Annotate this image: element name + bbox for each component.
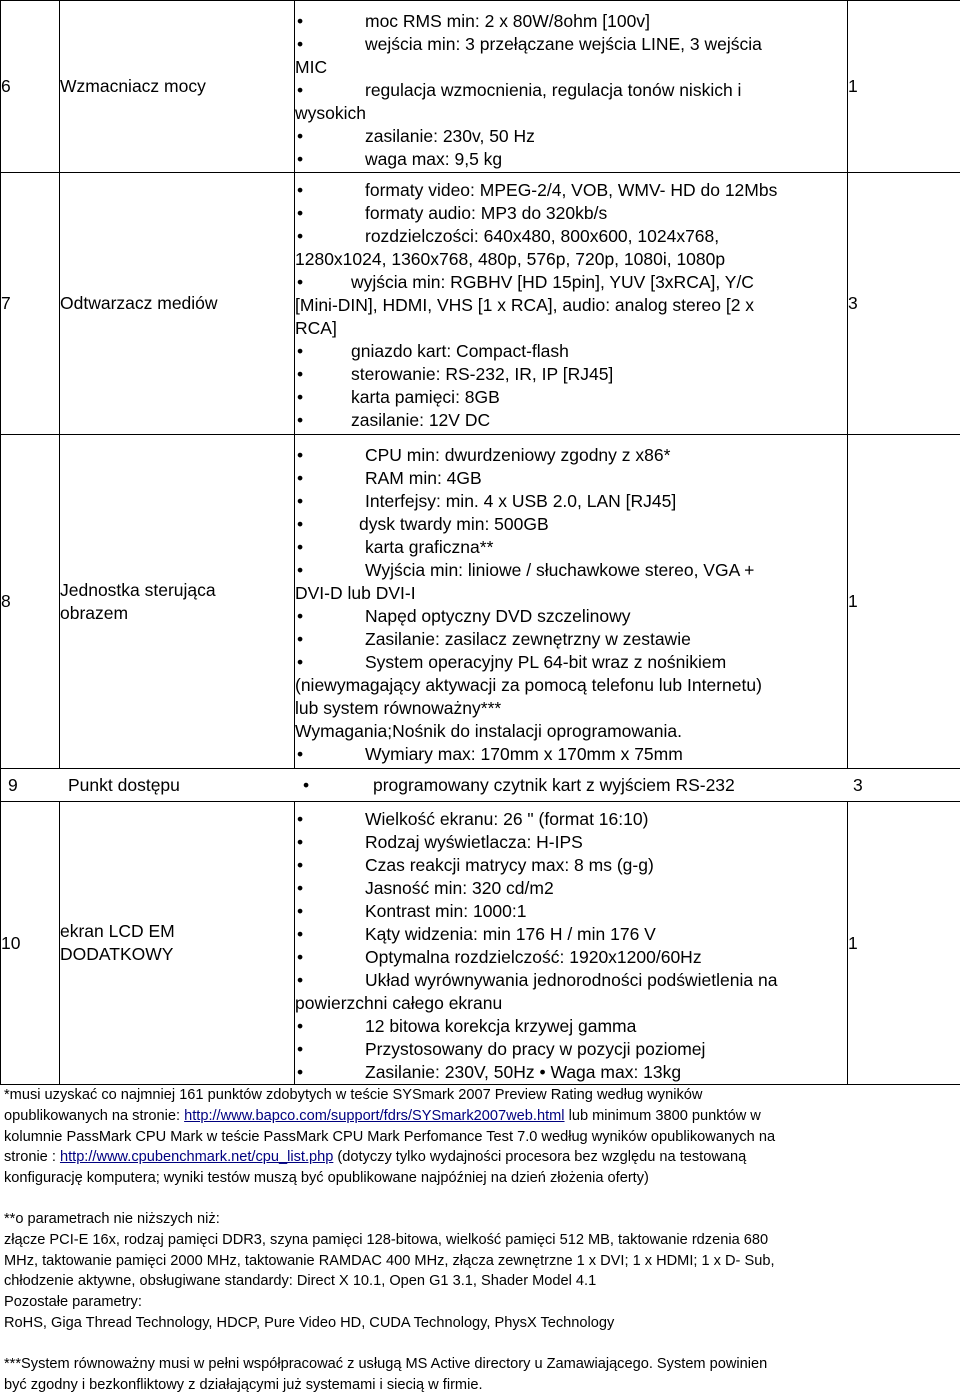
spec-line: • Kontrast min: 1000:1 [295,900,847,923]
spec-line: RCA] [295,317,847,340]
quantity: 3 [848,173,960,435]
spec-line: lub system równoważny*** [295,697,847,720]
spec-line: wysokich [295,102,847,125]
footnote-line: być zgodny i bezkonfliktowy z działającymi już systemami i siecią w firmie. [4,1375,956,1395]
spec-line: • moc RMS min: 2 x 80W/8ohm [100v] [295,10,847,33]
quantity: 3 [853,769,863,801]
footnote-line: RoHS, Giga Thread Technology, HDCP, Pure Video HD, CUDA Technology, PhysX Technology [4,1313,956,1334]
spec-line: • Rodzaj wyświetlacza: H-IPS [295,831,847,854]
spec-line: • Interfejsy: min. 4 x USB 2.0, LAN [RJ45] [295,490,847,513]
spec-line: • Przystosowany do pracy w pozycji poziomej [295,1038,847,1061]
footnote-title: **o parametrach nie niższych niż: [4,1209,956,1230]
spec-line: • formaty video: MPEG-2/4, VOB, WMV- HD do 12Mbs [295,179,847,202]
footnote-text: lub minimum 3800 punktów w [565,1108,761,1124]
item-name-line: ekran LCD EM [60,920,294,943]
spec-line: (niewymagający aktywacji za pomocą telefonu lub Internetu) [295,674,847,697]
footnote-line [4,1147,956,1168]
spec-line: • dysk twardy min: 500GB [295,513,847,536]
spacer [4,1189,956,1209]
spec-line: • RAM min: 4GB [295,467,847,490]
footnote-line: ***System równoważny musi w pełni współpracować z usługą MS Active directory u Zamawiającego. System powinien [4,1354,956,1375]
spec-line: • Wielkość ekranu: 26 " (format 16:10) [295,808,847,831]
spec-line: • CPU min: dwurdzeniowy zgodny z x86* [295,444,847,467]
footnote-line [4,1106,956,1127]
spec-line: • Wyjścia min: liniowe / słuchawkowe stereo, VGA + [295,559,847,582]
spec-line: • karta pamięci: 8GB [295,386,847,409]
spec-line: DVI-D lub DVI-I [295,582,847,605]
spec-line: • Jasność min: 320 cd/m2 [295,877,847,900]
spec-line: powierzchni całego ekranu [295,992,847,1015]
spec-line: • wejścia min: 3 przełączane wejścia LINE, 3 wejścia [295,33,847,56]
spec-line: • Optymalna rozdzielczość: 1920x1200/60Hz [295,946,847,969]
footnote-line: kolumnie PassMark CPU Mark w teście PassMark CPU Mark Perfomance Test 7.0 według wyników opublikowanych na [4,1127,956,1148]
spec-line: • Zasilanie: zasilacz zewnętrzny w zestawie [295,628,847,651]
item-name [60,802,295,1085]
item-spec [295,802,848,1085]
table-row [1,1,960,173]
spacer [4,1334,956,1354]
row-number: 10 [1,802,60,1085]
footnote-text: stronie : [4,1149,60,1165]
footnote-text: opublikowanych na stronie: [4,1108,184,1124]
bapco-link[interactable]: http://www.bapco.com/support/fdrs/SYSmark2007web.html [184,1108,564,1124]
spec-line: • Kąty widzenia: min 176 H / min 176 V [295,923,847,946]
item-name: Odtwarzacz mediów [60,173,295,435]
spec-line: • wyjścia min: RGBHV [HD 15pin], YUV [3xRCA], Y/C [295,271,847,294]
spec-line: • sterowanie: RS-232, IR, IP [RJ45] [295,363,847,386]
spec-line: • programowany czytnik kart z wyjściem RS-232 [301,769,735,801]
footnote-line: chłodzenie aktywne, obsługiwane standardy: Direct X 10.1, Open G1 3.1, Shader Model 4.1 [4,1271,956,1292]
single-line-row [1,769,960,802]
spec-line: 1280x1024, 1360x768, 480p, 576p, 720p, 1080i, 1080p [295,248,847,271]
item-spec [295,435,848,769]
footnote-line: konfigurację komputera; wyniki testów muszą być opublikowane najpóźniej na dzień złożenia oferty) [4,1168,956,1189]
spec-line: • Czas reakcji matrycy max: 8 ms (g-g) [295,854,847,877]
footnote-text: (dotyczy tylko wydajności procesora bez względu na testowaną [333,1149,746,1165]
item-spec [295,1,848,173]
item-name-line: obrazem [60,602,294,625]
footnotes [4,1085,956,1395]
spec-line: • 12 bitowa korekcja krzywej gamma [295,1015,847,1038]
row-number: 6 [1,1,60,173]
quantity: 1 [848,1,960,173]
quantity: 1 [848,802,960,1085]
footnote-line: Pozostałe parametry: [4,1292,956,1313]
item-name [60,435,295,769]
spec-line: • Zasilanie: 230V, 50Hz • Waga max: 13kg [295,1061,847,1084]
item-spec [295,173,848,435]
quantity: 1 [848,435,960,769]
row-number: 7 [1,173,60,435]
item-name-line: DODATKOWY [60,943,294,966]
spec-line: • formaty audio: MP3 do 320kb/s [295,202,847,225]
spec-line: • rozdzielczości: 640x480, 800x600, 1024x768, [295,225,847,248]
table-row [1,435,960,769]
table-row [1,769,960,802]
spec-line: • Układ wyrównywania jednorodności podświetlenia na [295,969,847,992]
item-name: Punkt dostępu [68,769,180,801]
spec-line: • karta graficzna** [295,536,847,559]
spec-line: [Mini-DIN], HDMI, VHS [1 x RCA], audio: analog stereo [2 x [295,294,847,317]
item-name-line: Jednostka sterująca [60,579,294,602]
spec-line: • waga max: 9,5 kg [295,148,847,171]
spec-line: • Wymiary max: 170mm x 170mm x 75mm [295,743,847,766]
spec-line: • regulacja wzmocnienia, regulacja tonów niskich i [295,79,847,102]
footnote-line: złącze PCI-E 16x, rodzaj pamięci DDR3, szyna pamięci 128-bitowa, wielkość pamięci 512 MB, taktowanie rdzenia 680 [4,1230,956,1251]
spec-line: • zasilanie: 230v, 50 Hz [295,125,847,148]
spec-line: Wymagania;Nośnik do instalacji oprogramowania. [295,720,847,743]
spec-line: • Napęd optyczny DVD szczelinowy [295,605,847,628]
row-number: 9 [8,769,18,801]
spec-line: MIC [295,56,847,79]
item-name: Wzmacniacz mocy [60,1,295,173]
cpubenchmark-link[interactable]: http://www.cpubenchmark.net/cpu_list.php [60,1149,333,1165]
row-number: 8 [1,435,60,769]
spec-line: • gniazdo kart: Compact-flash [295,340,847,363]
spec-line: • System operacyjny PL 64-bit wraz z nośnikiem [295,651,847,674]
footnote-line: MHz, taktowanie pamięci 2000 MHz, taktowanie RAMDAC 400 MHz, złącza zewnętrzne 1 x DVI; 1 x HDMI; 1 x D- Sub, [4,1251,956,1272]
footnote-line: *musi uzyskać co najmniej 161 punktów zdobytych w teście SYSmark 2007 Preview Rating według wyników [4,1085,956,1106]
table-row [1,173,960,435]
table-row [1,802,960,1085]
spec-line: • zasilanie: 12V DC [295,409,847,432]
